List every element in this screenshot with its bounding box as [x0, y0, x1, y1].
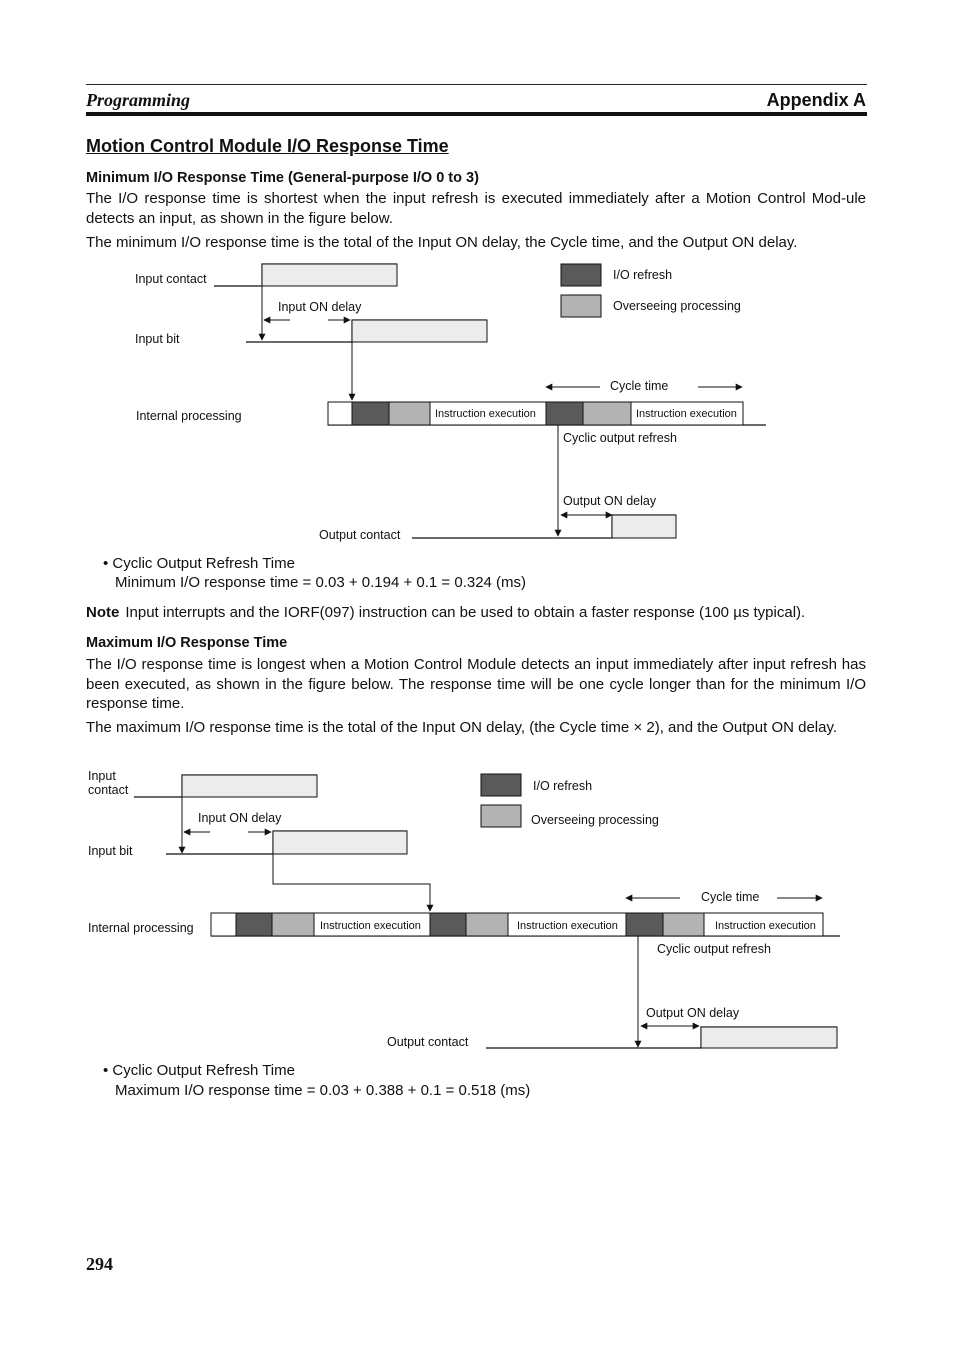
d2-input-contact-label-2: contact: [88, 783, 129, 797]
d1-legend-overseeing-swatch: [561, 295, 601, 317]
max-para-1: The I/O response time is longest when a Motion Control Module detects an input immediately after input refresh has been executed, as shown in the figure below. The response time will be one cycle longer than for the minimum I/O response time.: [86, 656, 866, 712]
d1-output-on-delay-label: Output ON delay: [563, 494, 657, 508]
d1-instr-exec-2: Instruction execution: [636, 408, 737, 420]
d2-input-contact-on: [182, 775, 317, 797]
d1-legend-overseeing: Overseeing processing: [613, 299, 741, 313]
header-rule-top: [86, 84, 867, 85]
d2-input-on-delay-label: Input ON delay: [198, 811, 282, 825]
max-heading: Maximum I/O Response Time: [86, 635, 288, 651]
d1-cycle-time-label: Cycle time: [610, 379, 669, 393]
d1-instr-exec-1: Instruction execution: [435, 408, 536, 420]
page-title: Motion Control Module I/O Response Time: [86, 136, 449, 156]
d2-io-refresh-block-2: [430, 913, 466, 936]
d2-output-on-delay-label: Output ON delay: [646, 1006, 740, 1020]
min-response-timing-diagram: [0, 255, 954, 550]
d1-input-bit-label: Input bit: [135, 332, 180, 346]
d1-input-bit-on: [352, 320, 487, 342]
d1-overseeing-block-1: [389, 402, 430, 425]
d2-legend-io-refresh: I/O refresh: [533, 779, 593, 793]
d2-overseeing-block-3: [663, 913, 704, 936]
max-response-timing-diagram: [0, 765, 954, 1060]
d1-input-contact-label: Input contact: [135, 272, 207, 286]
d1-legend-io-refresh-swatch: [561, 264, 601, 286]
d2-cyclic-output-refresh-label: Cyclic output refresh: [657, 942, 771, 956]
max-formula: Maximum I/O response time = 0.03 + 0.388 + 0.1 = 0.518 (ms): [115, 1082, 531, 1099]
note: [86, 604, 805, 621]
d2-input-bit-label: Input bit: [88, 844, 133, 858]
d2-overseeing-block-1: [272, 913, 314, 936]
d2-instr-exec-3: Instruction execution: [715, 920, 816, 932]
min-bullet: • Cyclic Output Refresh Time: [103, 555, 295, 572]
d2-instr-exec-2: Instruction execution: [517, 920, 618, 932]
min-heading: Minimum I/O Response Time (General-purpose I/O 0 to 3): [86, 170, 479, 186]
note-text: Input interrupts and the IORF(097) instruction can be used to obtain a faster response (100 µs typical).: [125, 604, 806, 621]
d2-output-contact-on: [701, 1027, 837, 1048]
d1-input-contact-on: [262, 264, 397, 286]
header-section: Programming: [86, 90, 191, 110]
page-number: 294: [86, 1254, 113, 1274]
d1-overseeing-block-2: [583, 402, 631, 425]
header-rule-bottom: [86, 112, 867, 116]
d2-output-contact-label: Output contact: [387, 1035, 469, 1049]
max-para-2: The maximum I/O response time is the total of the Input ON delay, (the Cycle time × 2), and the Output ON delay.: [86, 719, 838, 736]
d1-output-contact-label: Output contact: [319, 528, 401, 542]
min-para-1: The I/O response time is shortest when the input refresh is executed immediately after a Motion Control Mod-ule detects an input, as shown in the figure below.: [86, 190, 866, 227]
d1-internal-processing-label: Internal processing: [136, 409, 242, 423]
d2-internal-processing-label: Internal processing: [88, 921, 194, 935]
d2-overseeing-block-2: [466, 913, 508, 936]
d1-output-contact-on: [612, 515, 676, 538]
d1-io-refresh-block-1: [352, 402, 389, 425]
d2-cycle-time-label: Cycle time: [701, 890, 760, 904]
d1-legend-io-refresh: I/O refresh: [613, 268, 673, 282]
max-bullet: • Cyclic Output Refresh Time: [103, 1062, 295, 1079]
header-appendix: Appendix A: [766, 90, 866, 110]
d2-input-bit-on: [273, 831, 407, 854]
d1-cyclic-output-refresh-label: Cyclic output refresh: [563, 431, 677, 445]
d1-io-refresh-block-2: [546, 402, 583, 425]
d2-legend-io-refresh-swatch: [481, 774, 521, 796]
d2-input-contact-label-1: Input: [88, 769, 116, 783]
note-label: Note: [86, 604, 120, 621]
d2-io-refresh-block-3: [626, 913, 663, 936]
min-formula: Minimum I/O response time = 0.03 + 0.194 + 0.1 = 0.324 (ms): [115, 574, 527, 591]
d2-legend-overseeing: Overseeing processing: [531, 813, 659, 827]
d2-legend-overseeing-swatch: [481, 805, 521, 827]
d2-io-refresh-block-1: [236, 913, 272, 936]
d2-instr-exec-1: Instruction execution: [320, 920, 421, 932]
min-para-2: The minimum I/O response time is the total of the Input ON delay, the Cycle time, and the Output ON delay.: [86, 234, 798, 251]
d1-input-on-delay-label: Input ON delay: [278, 300, 362, 314]
